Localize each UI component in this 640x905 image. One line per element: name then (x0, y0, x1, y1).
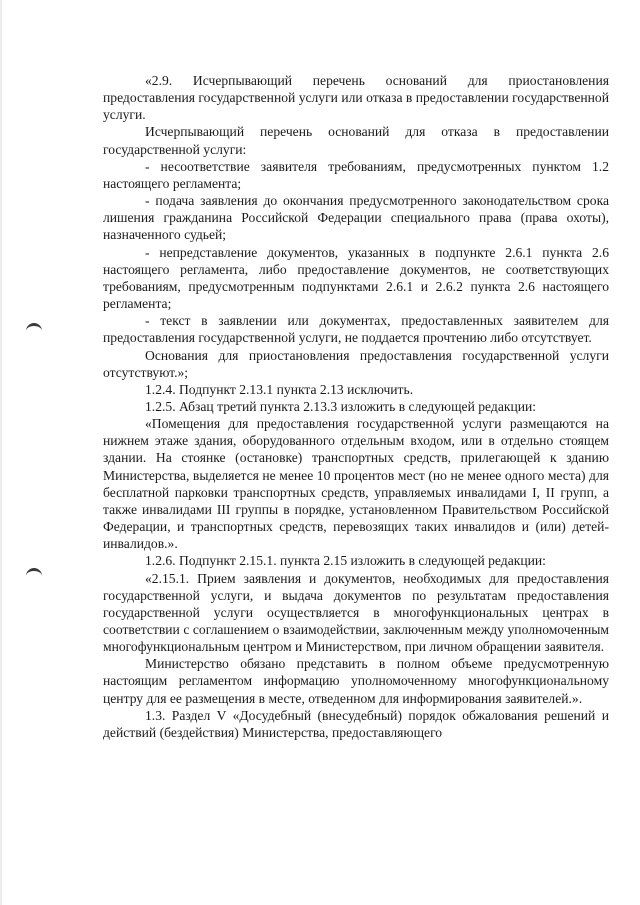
paragraph-2-15-1: «2.15.1. Прием заявления и документов, необходимых для предоставления государственной услуги, и выдача документов по результатам предоставления государственной услуги осуществляется в многофункциональных центрах в соответствии с соглашением о взаимодействии, заключенным между уполномоченным многофункциональным центром и Министерством, при личном обращении заявителя. (103, 570, 609, 655)
paragraph-refusal-item: - текст в заявлении или документах, предоставленных заявителем для предоставления государственной услуги, не поддается прочтению либо отсутствует. (103, 313, 609, 346)
paragraph-1-2-6: 1.2.6. Подпункт 2.15.1. пункта 2.15 изложить в следующей редакции: (145, 553, 546, 569)
paragraph-refusal-item: - подача заявления до окончания предусмотренного законодательством срока лишения гражданина Российской Федерации специального права (права охоты), назначенного судьей; (103, 193, 609, 243)
paragraph-ministry-obligation: Министерство обязано представить в полном объеме предусмотренную настоящим регламентом информацию уполномоченному многофункциональному центру для ее размещения в месте, отведенном для информирования заявителей.». (103, 656, 609, 706)
paragraph-premises: «Помещения для предоставления государственной услуги размещаются на нижнем этаже здания, оборудованного отдельным входом, или в отдельно стоящем здании. На стоянке (остановке) транспортных средств, прилегающей к зданию Министерства, выделяется не менее 10 процентов мест (но не менее одного места) для бесплатной парковки транспортных средств, управляемых инвалидами I, II групп, а также инвалидами III группы в порядке, установленном Правительством Российской Федерации, и транспортных средств, перевозящих таких инвалидов и (или) детей-инвалидов.». (103, 416, 609, 552)
punch-hole-mark (26, 568, 42, 580)
paragraph-refusal-item: - непредставление документов, указанных в подпункте 2.6.1 пункта 2.6 настоящего регламента, либо предоставление документов, не соответствующих требованиям, предусмотренным подпунктами 2.6.1 и 2.6.2 пункта 2.6 настоящего регламента; (103, 244, 609, 312)
paragraph-suspension-grounds: Основания для приостановления предоставления государственной услуги отсутствуют.»; (103, 347, 609, 380)
paragraph-1-2-4: 1.2.4. Подпункт 2.13.1 пункта 2.13 исключить. (145, 381, 414, 397)
paragraph-2-9-heading: «2.9. Исчерпывающий перечень оснований для приостановления предоставления государственной услуги или отказа в предоставлении государственной услуги. (103, 73, 610, 123)
paragraph-1-3: 1.3. Раздел V «Досудебный (внесудебный) порядок обжалования решений и действий (бездействия) Министерства, предоставляющего (103, 707, 609, 740)
paragraph-1-2-5: 1.2.5. Абзац третий пункта 2.13.3 изложить в следующей редакции: (145, 398, 537, 414)
paragraph-refusal-list-intro: Исчерпывающий перечень оснований для отказа в предоставлении государственной услуги: (103, 124, 609, 157)
paragraph-refusal-item: - несоответствие заявителя требованиям, предусмотренных пунктом 1.2 настоящего регламента; (103, 158, 609, 191)
punch-hole-mark (26, 323, 42, 335)
page-left-edge (0, 0, 2, 905)
document-body (103, 72, 609, 741)
